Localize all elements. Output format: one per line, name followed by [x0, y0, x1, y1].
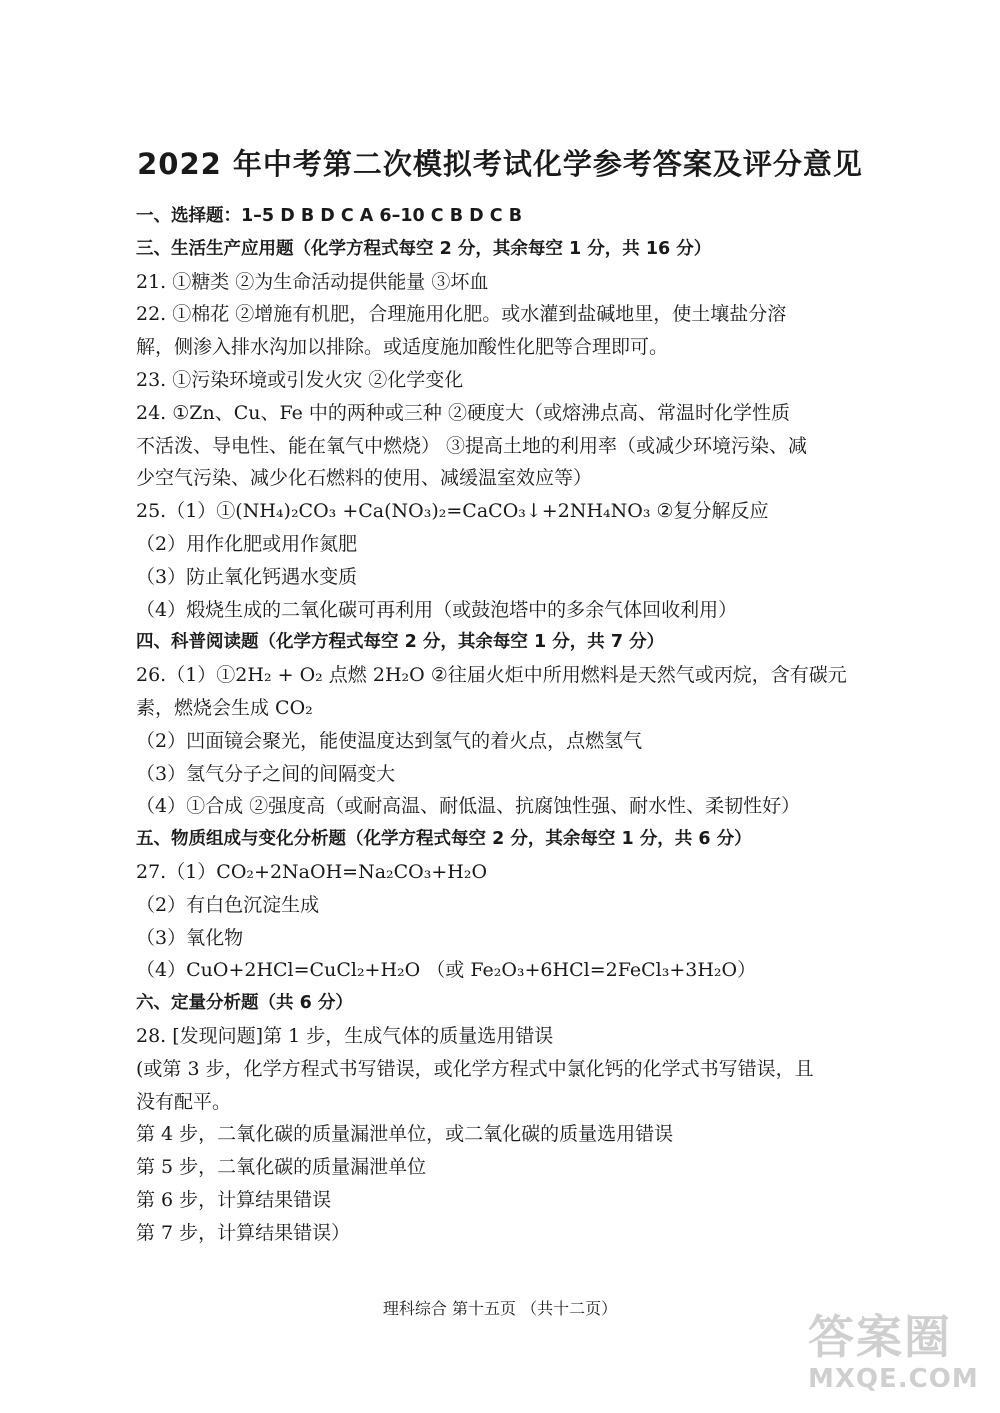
answer-26-4: （4）①合成 ②强度高（或耐高温、耐低温、抗腐蚀性强、耐水性、柔韧性好）: [136, 795, 801, 818]
answer-24: 24. ①Zn、Cu、Fe 中的两种或三种 ②硬度大（或熔沸点高、常温时化学性质: [136, 401, 790, 424]
answer-24-cont: 不活泼、导电性、能在氧气中燃烧） ③提高土地的利用率（或减少环境污染、减: [136, 434, 808, 457]
answer-27-3: （3）氧化物: [136, 926, 244, 949]
answer-27-4: （4）CuO+2HCl=CuCl₂+H₂O （或 Fe₂O₃+6HCl=2FeCl₃+3H₂O）: [136, 959, 757, 982]
answer-25-2: （2）用作化肥或用作氮肥: [136, 532, 358, 555]
answer-28-6: 第 6 步，计算结果错误: [136, 1188, 332, 1211]
section-application-heading: 三、生活生产应用题（化学方程式每空 2 分，其余每空 1 分，共 16 分）: [136, 238, 712, 259]
page-footer: 理科综合 第十五页 （共十二页）: [382, 1299, 618, 1318]
answer-28-4: 第 4 步，二氧化碳的质量漏泄单位，或二氧化碳的质量选用错误: [136, 1123, 674, 1146]
answer-28-5: 第 5 步，二氧化碳的质量漏泄单位: [136, 1156, 427, 1179]
answer-28-2: (或第 3 步，化学方程式书写错误，或化学方程式中氯化钙的化学式书写错误，且: [136, 1057, 814, 1080]
answer-28-3: 没有配平。: [136, 1090, 232, 1113]
answer-26-1: 26.（1）①2H₂ + O₂ 点燃 2H₂O ②往届火炬中所用燃料是天然气或丙烷，含有碳元: [136, 664, 847, 687]
answer-23: 23. ①污染环境或引发火灾 ②化学变化: [136, 368, 464, 391]
answer-22: 22. ①棉花 ②增施有机肥，合理施用化肥。或水灌到盐碱地里，使土壤盐分溶: [136, 303, 787, 326]
answer-27-1: 27.（1）CO₂+2NaOH=Na₂CO₃+H₂O: [136, 860, 488, 883]
answer-25-4: （4）煅烧生成的二氧化碳可再利用（或鼓泡塔中的多余气体回收利用）: [136, 598, 738, 621]
answer-body: [136, 200, 876, 1250]
watermark-sub: MXQE.COM: [808, 1364, 979, 1394]
site-watermark: [808, 1310, 990, 1402]
answer-25-1: 25.（1）①(NH₄)₂CO₃ +Ca(NO₃)₂=CaCO₃↓+2NH₄NO₃ ②复分解反应: [136, 500, 769, 523]
section-choice: 一、选择题：1–5 D B D C A 6–10 C B D C B: [136, 206, 523, 226]
answer-28-7: 第 7 步，计算结果错误）: [136, 1221, 351, 1244]
answer-27-2: （2）有白色沉淀生成: [136, 893, 320, 916]
answer-26-3: （3）氢气分子之间的间隔变大: [136, 762, 396, 785]
answer-26-1-cont: 素，燃烧会生成 CO₂: [136, 696, 313, 719]
answer-26-2: （2）凹面镜会聚光，能使温度达到氢气的着火点，点燃氢气: [136, 729, 643, 752]
answer-22-cont: 解，侧渗入排水沟加以排除。或适度施加酸性化肥等合理即可。: [136, 336, 669, 359]
section-analysis-heading: 五、物质组成与变化分析题（化学方程式每空 2 分，其余每空 1 分，共 6 分）: [136, 829, 752, 850]
answer-21: 21. ①糖类 ②为生命活动提供能量 ③坏血: [136, 270, 489, 293]
answer-25-3: （3）防止氧化钙遇水变质: [136, 565, 358, 588]
watermark-main: 答案圈: [808, 1310, 952, 1364]
section-quantitative-heading: 六、定量分析题（共 6 分）: [136, 993, 353, 1014]
answer-24-cont2: 少空气污染、减少化石燃料的使用、减缓温室效应等）: [136, 467, 593, 490]
section-reading-heading: 四、科普阅读题（化学方程式每空 2 分，其余每空 1 分，共 7 分）: [136, 632, 665, 653]
answer-28-1: 28. [发现问题]第 1 步，生成气体的质量选用错误: [136, 1024, 554, 1047]
page-title: 2022 年中考第二次模拟考试化学参考答案及评分意见: [137, 147, 863, 181]
